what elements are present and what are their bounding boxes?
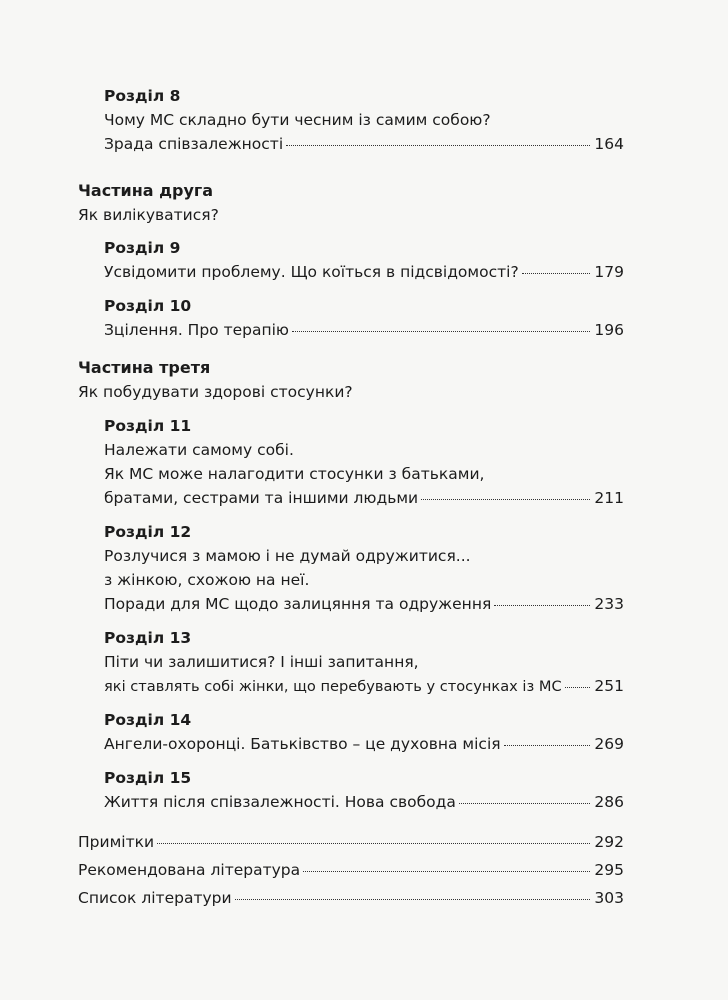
part-2-title: Як вилікуватися? [78,206,219,224]
toc-entry-chapter-12[interactable]: Поради для МС щодо залицяння та одруження 233 [104,592,624,616]
part-3-label: Частина третя [78,358,211,377]
dot-leader [292,330,590,332]
dot-leader [504,744,591,746]
chapter-8-title-line1: Чому МС складно бути чесним із самим собою? [104,111,491,129]
part-3-title: Як побудувати здорові стосунки? [78,383,353,401]
chapter-14-label: Розділ 14 [104,711,192,729]
page-number: 292 [594,833,624,851]
toc-entry-chapter-13[interactable]: які ставлять собі жінки, що перебувають у стосунках із МС 251 [104,674,624,698]
dot-leader [235,898,591,900]
toc-entry-notes[interactable]: Примітки 292 [78,830,624,854]
dot-leader [459,802,591,804]
toc-entry-chapter-9[interactable]: Усвідомити проблему. Що коїться в підсвідомості? 179 [104,260,624,284]
page-number: 164 [594,135,624,153]
page-number: 251 [594,677,624,695]
part-2-label: Частина друга [78,181,214,200]
chapter-13-label: Розділ 13 [104,629,192,647]
page-number: 196 [594,321,624,339]
chapter-11-label: Розділ 11 [104,417,192,435]
page-number: 211 [594,489,624,507]
toc-entry-chapter-14[interactable]: Ангели-охоронці. Батьківство – це духовна місія 269 [104,732,624,756]
dot-leader [303,870,590,872]
toc-entry-chapter-8[interactable]: Зрада співзалежності 164 [104,132,624,156]
toc-entry-chapter-15[interactable]: Життя після співзалежності. Нова свобода 286 [104,790,624,814]
chapter-12-title-line1: Розлучися з мамою і не думай одружитися... [104,547,471,565]
page-number: 303 [594,889,624,907]
chapter-8-label: Розділ 8 [104,87,181,105]
chapter-13-title-line1: Піти чи залишитися? І інші запитання, [104,653,419,671]
chapter-12-title-line2: з жінкою, схожою на неї. [104,571,310,589]
page-number: 286 [594,793,624,811]
page-number: 295 [594,861,624,879]
chapter-15-label: Розділ 15 [104,769,192,787]
toc-entry-chapter-10[interactable]: Зцілення. Про терапію 196 [104,318,624,342]
dot-leader [157,842,590,844]
chapter-11-title-line1: Належати самому собі. [104,441,294,459]
chapter-11-title-line2: Як МС може налагодити стосунки з батьками, [104,465,485,483]
dot-leader [421,498,590,500]
dot-leader [565,686,591,688]
dot-leader [522,272,591,274]
chapter-12-label: Розділ 12 [104,523,192,541]
chapter-9-label: Розділ 9 [104,239,181,257]
dot-leader [286,144,590,146]
toc-entry-chapter-11[interactable]: братами, сестрами та іншими людьми 211 [104,486,624,510]
toc-entry-bibliography[interactable]: Список літератури 303 [78,886,624,910]
page-number: 179 [594,263,624,281]
page-number: 269 [594,735,624,753]
chapter-10-label: Розділ 10 [104,297,192,315]
toc-entry-recommended-literature[interactable]: Рекомендована література 295 [78,858,624,882]
page-number: 233 [594,595,624,613]
dot-leader [494,604,590,606]
